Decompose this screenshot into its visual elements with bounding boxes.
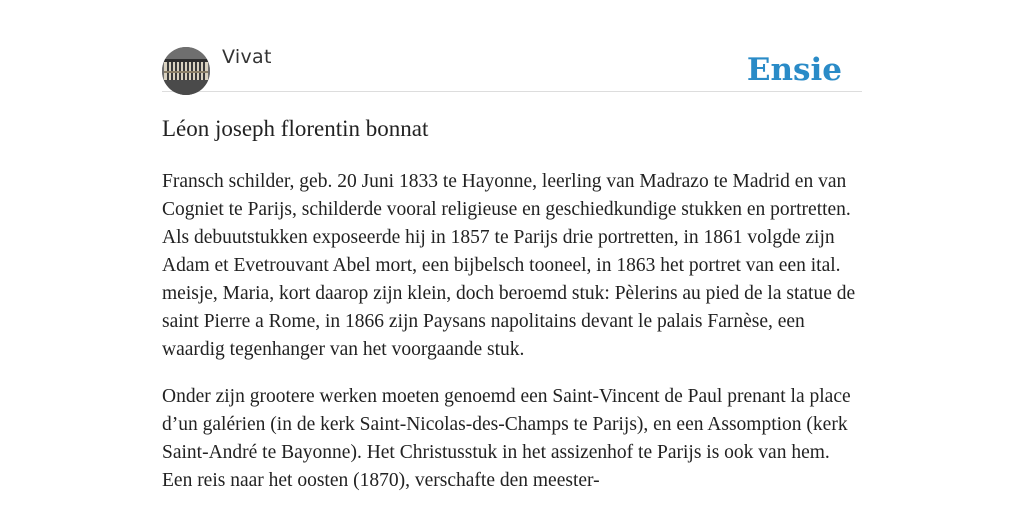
avatar[interactable] <box>162 47 210 95</box>
paragraph: Onder zijn grootere werken moeten genoemd een Saint-Vincent de Paul prenant la place d’un galérien (in de kerk Saint-Nicolas-des-Champs te Parijs), en een Assomption (kerk Saint-André te Bayonne). Het Christusstuk in het assizenhof te Parijs is ook van hem. Een reis naar het oosten (1870), verschafte den meester- <box>162 386 851 491</box>
author-name[interactable]: Vivat <box>222 46 272 68</box>
bookshelf-icon <box>162 47 210 95</box>
header <box>162 46 862 92</box>
brand-logo[interactable]: Ensie <box>746 52 842 88</box>
article-body <box>162 168 862 512</box>
article-title: Léon joseph florentin bonnat <box>162 116 429 141</box>
paragraph: Fransch schilder, geb. 20 Juni 1833 te Hayonne, leerling van Madrazo te Madrid en van Cogniet te Parijs, schilderde vooral religieuse en geschiedkundige stukken en portretten. Als debuutstukken exposeerde hij in 1857 te Parijs drie portretten, in 1861 volgde zijn Adam et Evetrouvant Abel mort, een bijbelsch tooneel, in 1863 het portret van een ital. meisje, Maria, kort daarop zijn klein, doch beroemd stuk: Pèlerins au pied de la statue de saint Pierre a Rome, in 1866 zijn Paysans napolitains devant le palais Farnèse, een waardig tegenhanger van het voorgaande stuk. <box>162 171 856 360</box>
